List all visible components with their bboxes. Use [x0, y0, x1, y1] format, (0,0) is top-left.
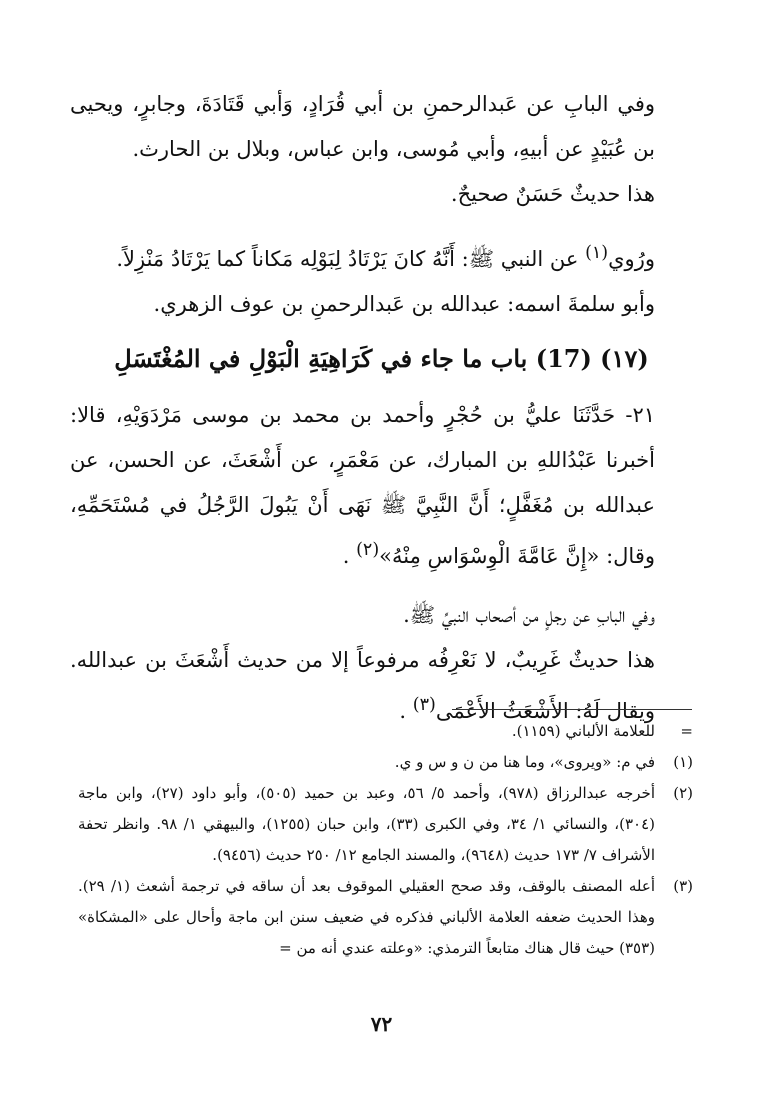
hadith-21-end: .	[342, 544, 357, 568]
footnote-2	[78, 778, 693, 871]
gharib-end: .	[399, 699, 413, 723]
hadith-21-text: ٢١- حَدَّثَنَا عليُّ بن حُجْرٍ وأحمد بن محمد بن موسى مَرْدَوَيْهِ، قالا: أخبرنا عَبْدُاللهِ بن المبارك، عن مَعْمَرٍ، عن أَشْعَثَ، عن الحسن، عن عبدالله بن مُغَفَّلٍ؛ أَنَّ النَّبِيَّ ﷺ نَهَى أَنْ يَبُولَ الرَّجُلُ في مُسْتَحَمِّهِ، وقال: «إِنَّ عَامَّةَ الْوِسْوَاسِ مِنْهُ»	[70, 403, 655, 568]
hadith-21	[70, 393, 693, 579]
footnote-continued-marker: =	[680, 722, 693, 740]
main-text	[70, 82, 693, 734]
footnote-2-number: (٢)	[673, 784, 693, 802]
chapter-heading: (١٧) (17) باب ما جاء في كَرَاهِيَةِ الْبَوْلِ في المُغْتَسَلِ	[114, 344, 649, 373]
page-number: ٧٢	[370, 1012, 393, 1036]
narration-text-end: عن النبي ﷺ: أَنَّهُ كانَ يَرْتَادُ لِبَوْلِه مَكاناً كما يَرْتَادُ مَنْزِلاً.	[116, 247, 586, 271]
paragraph-narration	[70, 231, 693, 282]
footnote-3-number: (٣)	[673, 877, 693, 895]
footnote-ref-3: (٣)	[412, 695, 436, 715]
footnote-ref-2: (٢)	[356, 540, 380, 560]
footnotes	[78, 716, 693, 964]
gharib-text: هذا حديثٌ غَرِيبٌ، لا نَعْرِفُه مرفوعاً إلا من حديث أَشْعَثَ بن عبدالله. ويقال لَهُ: الأَشْعَثُ الأَعْمَى	[70, 648, 655, 723]
footnote-ref-1: (١)	[585, 243, 609, 263]
footnote-separator	[452, 709, 692, 710]
paragraph-companion: وفي البابِ عن رجلٍ من أصحاب النبيِّ ﷺ.	[403, 603, 655, 627]
footnote-3-text: أعله المصنف بالوقف، وقد صحح العقيلي الموقوف بعد أن ساقه في ترجمة أشعث (١/ ٢٩). وهذا الحديث ضعفه العلامة الألباني فذكره في ضعيف سنن ابن ماجة وأحال على «المشكاة» (٣٥٣) حيث قال هناك متابعاً الترمذي: «وعلته عندي أنه من =	[78, 877, 655, 957]
footnote-1-text: في م: «ويروى»، وما هنا من ن و س و ي.	[394, 753, 655, 771]
footnote-3	[78, 871, 693, 964]
paragraph-chapter-references: وفي البابِ عن عَبدالرحمنِ بن أبي قُرَادٍ، وَأبي قَتَادَةَ، وجابرٍ، ويحيى بن عُبَيْدٍ عن أبيهِ، وأبي مُوسى، وابن عباس، وبلال بن الحارث.	[70, 92, 655, 161]
footnote-continued-text: للعلامة الألباني (١١٥٩).	[511, 722, 655, 740]
narration-text-start: ورُوي	[608, 247, 655, 271]
footnote-1	[78, 747, 693, 778]
footnote-1-number: (١)	[673, 753, 693, 771]
footnote-continued	[78, 716, 693, 747]
paragraph-grading: هذا حديثٌ حَسَنٌ صحيحٌ.	[450, 182, 655, 206]
paragraph-abu-salama: وأبو سلمةَ اسمه: عبدالله بن عَبدالرحمنِ بن عوف الزهري.	[153, 292, 655, 316]
footnote-2-text: أخرجه عبدالرزاق (٩٧٨)، وأحمد ٥/ ٥٦، وعبد بن حميد (٥٠٥)، وأبو داود (٢٧)، وابن ماجة (٣٠٤)، والنسائي ١/ ٣٤، وفي الكبرى (٣٣)، وابن حبان (١٢٥٥)، والبيهقي ١/ ٩٨. وانظر تحفة الأشراف ٧/ ١٧٣ حديث (٩٦٤٨)، والمسند الجامع ١٢/ ٢٥٠ حديث (٩٤٥٦).	[78, 784, 655, 864]
